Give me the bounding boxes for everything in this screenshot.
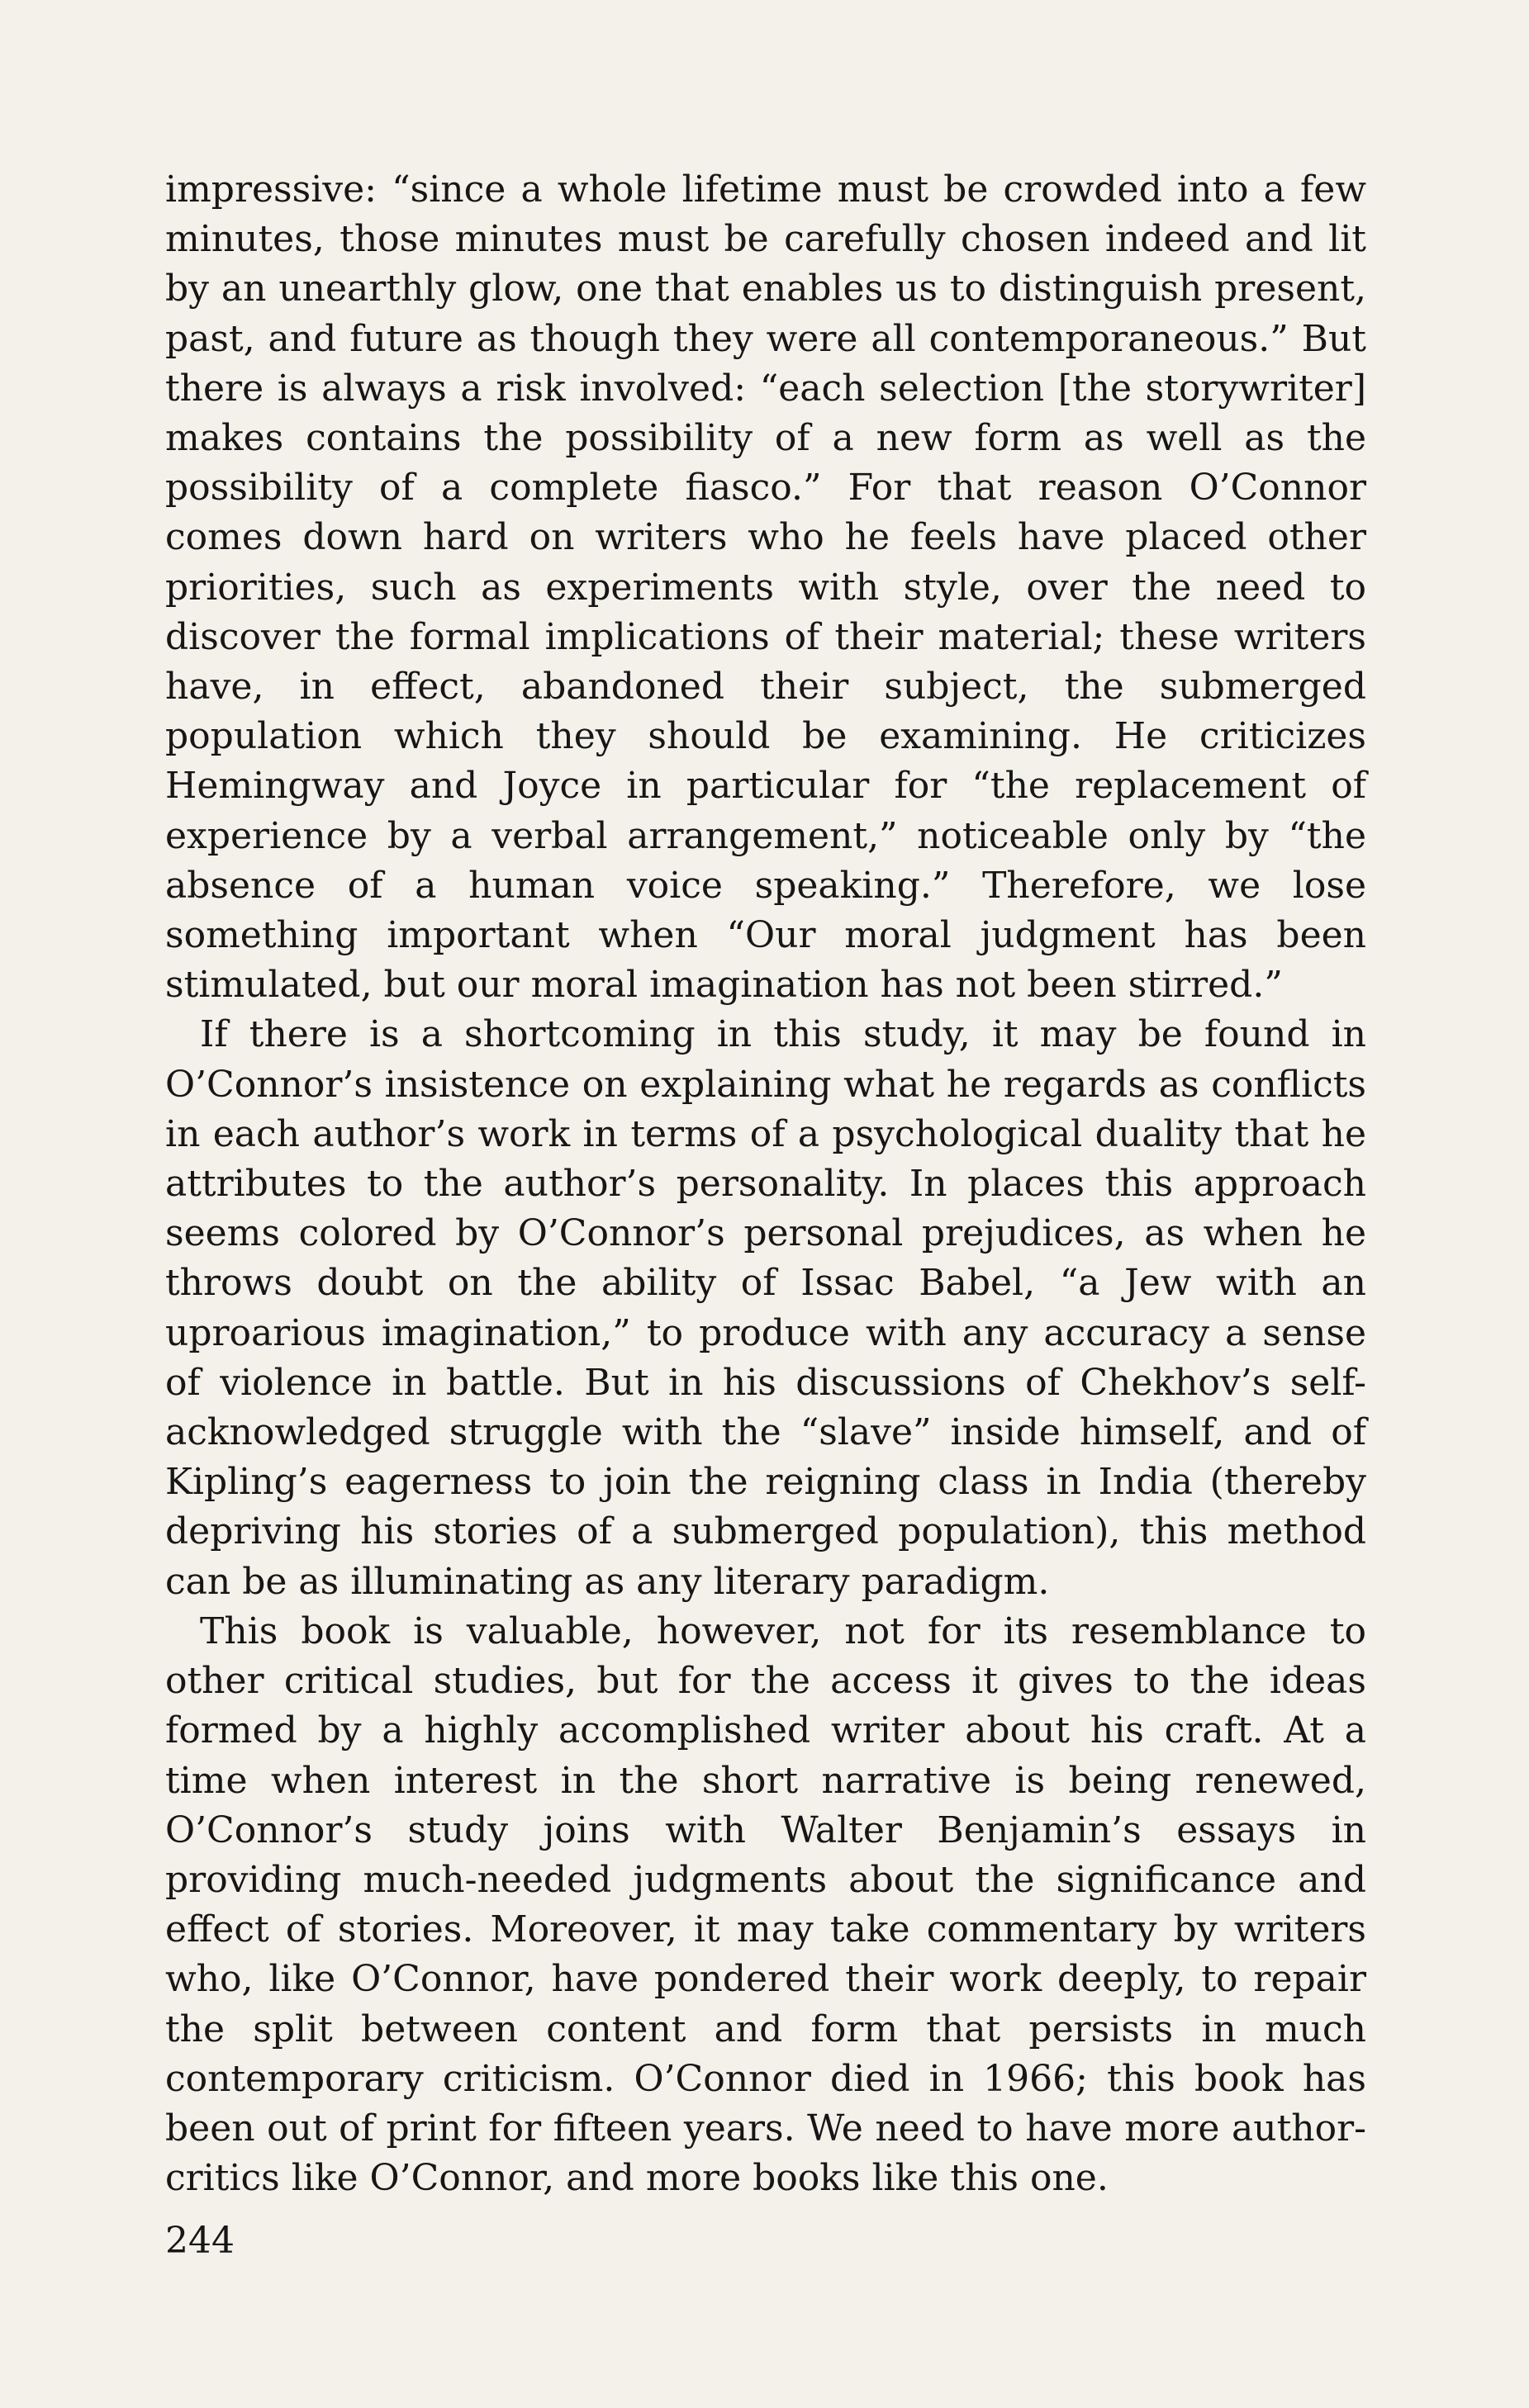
body-text (165, 165, 1366, 2203)
page-number: 244 (165, 2220, 235, 2262)
paragraph-3: This book is valuable, however, not for its resemblance to other critical studies, but for the access it gives to the ideas formed by a highly accomplished writer about his craft. At a time when interest in the short narrative is being renewed, O’Connor’s study joins with Walter Benjamin’s essays in providing much-needed judgments about the significance and effect of stories. Moreover, it may take commentary by writers who, like O’Connor, have pondered their work deeply, to repair the split between content and form that persists in much contemporary criticism. O’Connor died in 1966; this book has been out of print for fifteen years. We need to have more author-critics like O’Connor, and more books like this one. (165, 1609, 1366, 2200)
paragraph-2: If there is a shortcoming in this study, it may be found in O’Connor’s insistence on explaining what he regards as conflicts in each author’s work in terms of a psychological duality that he attributes to the author’s personality. In places this approach seems colored by O’Connor’s personal prejudices, as when he throws doubt on the ability of Issac Babel, “a Jew with an uproarious imagination,” to produce with any accuracy a sense of violence in battle. But in his discussions of Chekhov’s self-acknowledged struggle with the “slave” inside himself, and of Kipling’s eagerness to join the reigning class in India (thereby depriving his stories of a submerged population), this method can be as illuminating as any literary paradigm. (165, 1013, 1366, 1603)
paragraph-1: impressive: “since a whole lifetime must be crowded into a few minutes, those minutes must be carefully chosen indeed and lit by an unearthly glow, one that enables us to distinguish present, past, and future as though they were all contemporaneous.” But there is always a risk involved: “each selection [the storywriter] makes contains the possibility of a new form as well as the possibility of a complete fiasco.” For that reason O’Connor comes down hard on writers who he feels have placed other priorities, such as experiments with style, over the need to discover the formal implications of their material; these writers have, in effect, abandoned their subject, the submerged population which they should be examining. He criticizes Hemingway and Joyce in particular for “the replacement of experience by a verbal arrangement,” noticeable only by “the absence of a human voice speaking.” Therefore, we lose something important when “Our moral judgment has been stimulated, but our moral imagination has not been stirred.” (165, 168, 1366, 1007)
